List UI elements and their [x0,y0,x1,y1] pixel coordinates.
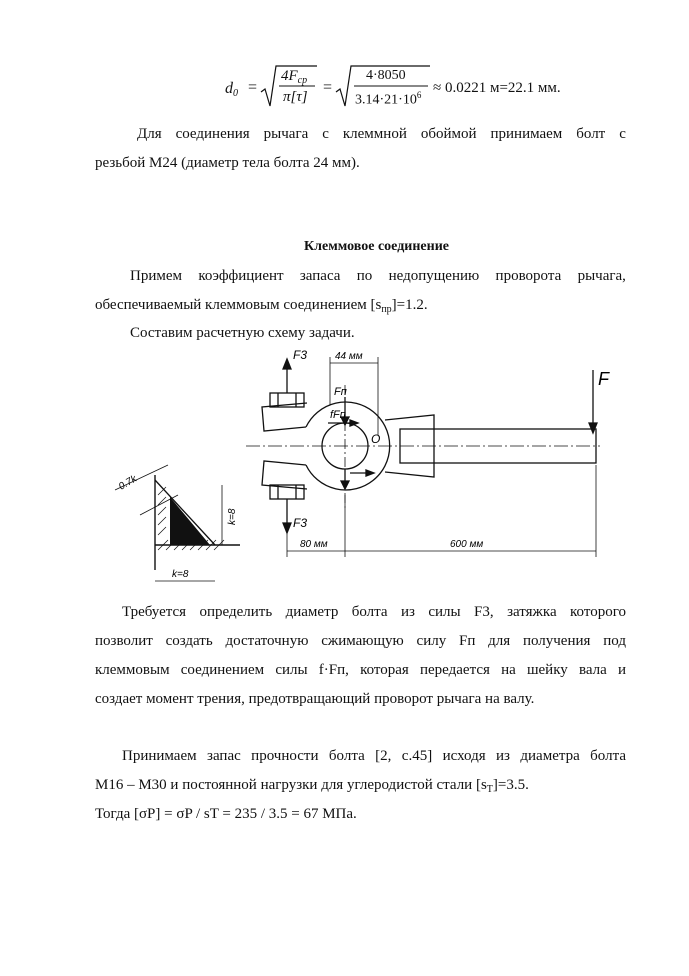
word: диаметр [285,604,339,620]
word: Принимаем [122,748,197,764]
word: силы [428,604,461,620]
label-ffn: fFп [330,409,346,421]
word: силы [275,662,308,678]
word: с [322,126,329,142]
word: создать [165,633,213,649]
label-f3-bottom: F3 [293,516,308,530]
para4-line4: создает момент трения, предотвращающий проворот рычага на валу. [95,691,535,707]
word: рычага, [577,268,626,284]
word: недопущению [388,268,480,284]
word: клеммной [342,126,407,142]
para4-line2 [95,632,626,650]
word: болт [576,126,606,142]
bolt-diameter-formula [215,62,595,112]
word: определить [199,604,273,620]
word: силу [416,633,447,649]
word: исходя [442,748,486,764]
formula-lhs: $d_0$ [225,80,238,99]
word: обоймой [420,126,477,142]
word: болта [328,748,365,764]
word: которого [570,604,626,620]
word: шейку [526,662,568,678]
word: из [401,604,415,620]
word: запас [207,748,241,764]
para5-line3: Тогда [σP] = σP / sT = 235 / 3.5 = 67 МПа. [95,806,357,822]
label-weld-k-vertical: k=8 [227,508,238,525]
word: Примем [130,268,183,284]
word: принимаем [490,126,563,142]
word: передается [420,662,490,678]
para1-line2: резьбой М24 (диаметр тела болта 24 мм). [95,155,360,171]
word: клеммовым [95,662,170,678]
word: Требуется [122,604,187,620]
word: Для [137,126,162,142]
formula-equals-2: = [323,79,333,96]
word: F3, [474,604,494,620]
word: из [496,748,510,764]
weld-fillet [170,497,210,545]
word: получения [522,633,591,649]
label-dim-80: 80 мм [300,539,328,550]
word: f·Fп, [318,662,349,678]
word: диаметра [520,748,580,764]
label-fn: Fп [334,386,347,398]
formula-den2: $3.14\cdot 21\cdot 10^6$ [355,90,422,108]
word: болта [590,748,626,764]
para5-line2: М16 – М30 и постоянной нагрузки для углеродистой стали $[s_Т]=3.5$. [95,777,529,795]
word: для [488,633,511,649]
label-dim-44: 44 мм [335,351,363,362]
word: коэффициент [198,268,284,284]
word: позволит [95,633,153,649]
formula-result: ≈ 0.0221 м=22.1 мм. [433,80,561,96]
word: которая [360,662,409,678]
label-dim-600: 600 мм [450,539,484,550]
word: на [501,662,516,678]
word: сжимающую [321,633,404,649]
para5-line1 [122,747,626,765]
para1-line1 [137,125,626,143]
label-o: O [371,432,381,446]
clamp-joint-drawing [0,345,689,595]
para4-line1 [122,603,626,621]
word: с [619,126,626,142]
formula-num2: 4·8050 [366,68,406,83]
word: и [617,662,626,678]
word: [2, [375,748,392,764]
label-weld-k-horizontal: k=8 [172,569,189,580]
section-title: Клеммовое соединение [304,239,449,254]
para2-line2: обеспечиваемый клеммовым соединением $[s_{пр}]=1.2$. [95,297,428,315]
formula-den1: π[τ] [283,89,308,105]
para4-line3 [95,661,626,679]
label-f: F [598,369,609,389]
word: под [603,633,626,649]
word: болта [351,604,388,620]
word: затяжка [507,604,557,620]
word: рычага [263,126,309,142]
word: Fп [458,633,476,649]
word: прочности [251,748,319,764]
word: соединением [180,662,265,678]
word: по [356,268,373,284]
word: соединения [175,126,250,142]
formula-num1: $4F_{cp}$ [281,68,308,86]
word: достаточную [225,633,309,649]
word: запаса [299,268,341,284]
label-weld-07k: 0.7k [116,473,139,493]
para3: Составим расчетную схему задачи. [130,325,355,341]
word: с.45] [401,748,433,764]
formula-equals-1: = [248,79,258,96]
word: вала [578,662,607,678]
word: проворота [495,268,562,284]
label-f3-top: F3 [293,348,308,362]
para2-line1 [130,267,626,285]
